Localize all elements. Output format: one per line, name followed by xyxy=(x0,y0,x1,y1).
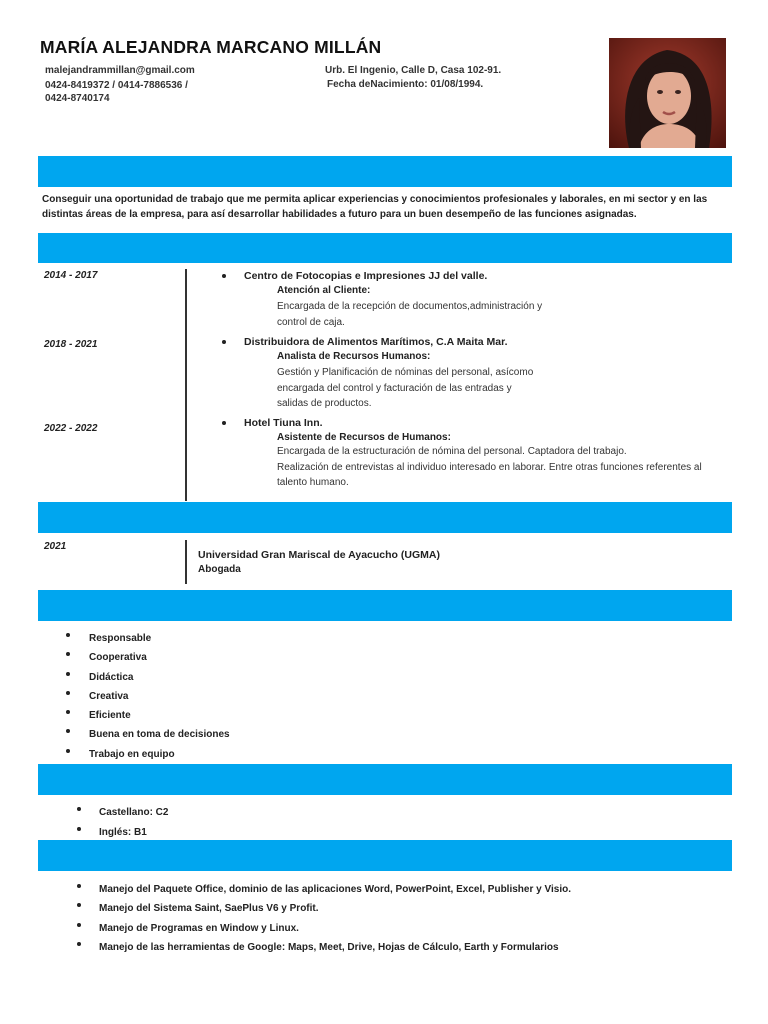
job-company: Hotel Tiuna Inn. xyxy=(244,417,323,429)
list-item: Eficiente xyxy=(66,705,230,724)
list-item: Responsable xyxy=(66,628,230,647)
address-text: Urb. El Ingenio, Calle D, Casa 102-91. xyxy=(325,65,502,76)
section-band-tools xyxy=(38,840,732,871)
bullet-icon xyxy=(66,633,70,637)
list-item: Manejo de Programas en Window y Linux. xyxy=(77,918,571,937)
job-role: Atención al Cliente: xyxy=(277,285,371,296)
section-band-objective xyxy=(38,156,732,187)
job-description-line: encargada del control y facturación de las entradas y xyxy=(277,382,512,394)
bullet-icon xyxy=(222,274,226,278)
job-description-line: Realización de entrevistas al individuo interesado en laborar. Entre otras funciones referentes al xyxy=(277,461,702,473)
phones-line-1: 0424-8419372 / 0414-7886536 / xyxy=(45,80,188,91)
section-band-experience xyxy=(38,233,732,263)
section-band-education xyxy=(38,502,732,533)
email-text: malejandrammillan@gmail.com xyxy=(45,65,195,76)
tools-list xyxy=(77,879,571,956)
list-item: Manejo del Sistema Saint, SaePlus V6 y Profit. xyxy=(77,898,571,917)
bullet-icon xyxy=(77,884,81,888)
list-item: Cooperativa xyxy=(66,647,230,666)
profile-photo xyxy=(609,38,726,148)
education-degree: Abogada xyxy=(198,564,241,575)
job-role: Asistente de Recursos de Humanos: xyxy=(277,432,451,443)
job-description xyxy=(277,365,533,412)
objective-text: Conseguir una oportunidad de trabajo que me permita aplicar experiencias y conocimientos profesionales y laborales, en mi sector y en las distintas áreas de la empresa, para así desarrollar habilidades a futuro para un buen desempeño de las funciones asignadas. xyxy=(42,194,708,220)
job-company: Centro de Fotocopias e Impresiones JJ del valle. xyxy=(244,270,488,282)
job-description xyxy=(277,444,727,491)
list-item: Didáctica xyxy=(66,667,230,686)
job-description-line: Gestión y Planificación de nóminas del personal, asícomo xyxy=(277,367,534,378)
list-item: Manejo del Paquete Office, dominio de las aplicaciones Word, PowerPoint, Excel, Publisher y Visio. xyxy=(77,879,571,898)
timeline-divider xyxy=(185,269,187,501)
list-item: Trabajo en equipo xyxy=(66,744,230,763)
job-description-line: control de caja. xyxy=(277,316,345,328)
bullet-icon xyxy=(77,903,81,907)
bullet-icon xyxy=(77,942,81,946)
phones-line-2: 0424-8740174 xyxy=(45,93,110,104)
education-year: 2021 xyxy=(44,541,67,552)
education-institution: Universidad Gran Mariscal de Ayacucho (UGMA) xyxy=(198,549,440,561)
list-item: Creativa xyxy=(66,686,230,705)
job-description-line: Encargada de la estructuración de nómina del personal. Captadora del trabajo. xyxy=(277,446,627,457)
bullet-icon xyxy=(66,710,70,714)
bullet-icon xyxy=(77,827,81,831)
list-item: Inglés: B1 xyxy=(77,822,168,842)
skills-list xyxy=(66,628,230,763)
bullet-icon xyxy=(66,672,70,676)
list-item: Castellano: C2 xyxy=(77,802,168,822)
education-divider xyxy=(185,540,187,584)
birthdate-text: Fecha deNacimiento: 01/08/1994. xyxy=(327,79,484,90)
bullet-icon xyxy=(222,421,226,425)
job-dates: 2014 - 2017 xyxy=(44,270,98,281)
job-role: Analista de Recursos Humanos: xyxy=(277,351,431,362)
job-dates: 2022 - 2022 xyxy=(44,423,98,434)
bullet-icon xyxy=(77,923,81,927)
bullet-icon xyxy=(66,652,70,656)
job-dates: 2018 - 2021 xyxy=(44,339,98,350)
section-band-skills xyxy=(38,590,732,621)
section-band-languages xyxy=(38,764,732,795)
job-description-line: Encargada de la recepción de documentos,administración y xyxy=(277,301,543,312)
list-item: Manejo de las herramientas de Google: Maps, Meet, Drive, Hojas de Cálculo, Earth y Formularios xyxy=(77,937,571,956)
job-description-line: salidas de productos. xyxy=(277,398,372,409)
job-company: Distribuidora de Alimentos Marítimos, C.A Maita Mar. xyxy=(244,336,508,348)
bullet-icon xyxy=(66,749,70,753)
languages-list xyxy=(77,802,168,842)
list-item: Buena en toma de decisiones xyxy=(66,724,230,743)
bullet-icon xyxy=(66,729,70,733)
bullet-icon xyxy=(222,340,226,344)
job-description xyxy=(277,299,542,330)
bullet-icon xyxy=(77,807,81,811)
bullet-icon xyxy=(66,691,70,695)
candidate-name: MARÍA ALEJANDRA MARCANO MILLÁN xyxy=(40,37,382,57)
job-description-line: talento humano. xyxy=(277,477,349,488)
